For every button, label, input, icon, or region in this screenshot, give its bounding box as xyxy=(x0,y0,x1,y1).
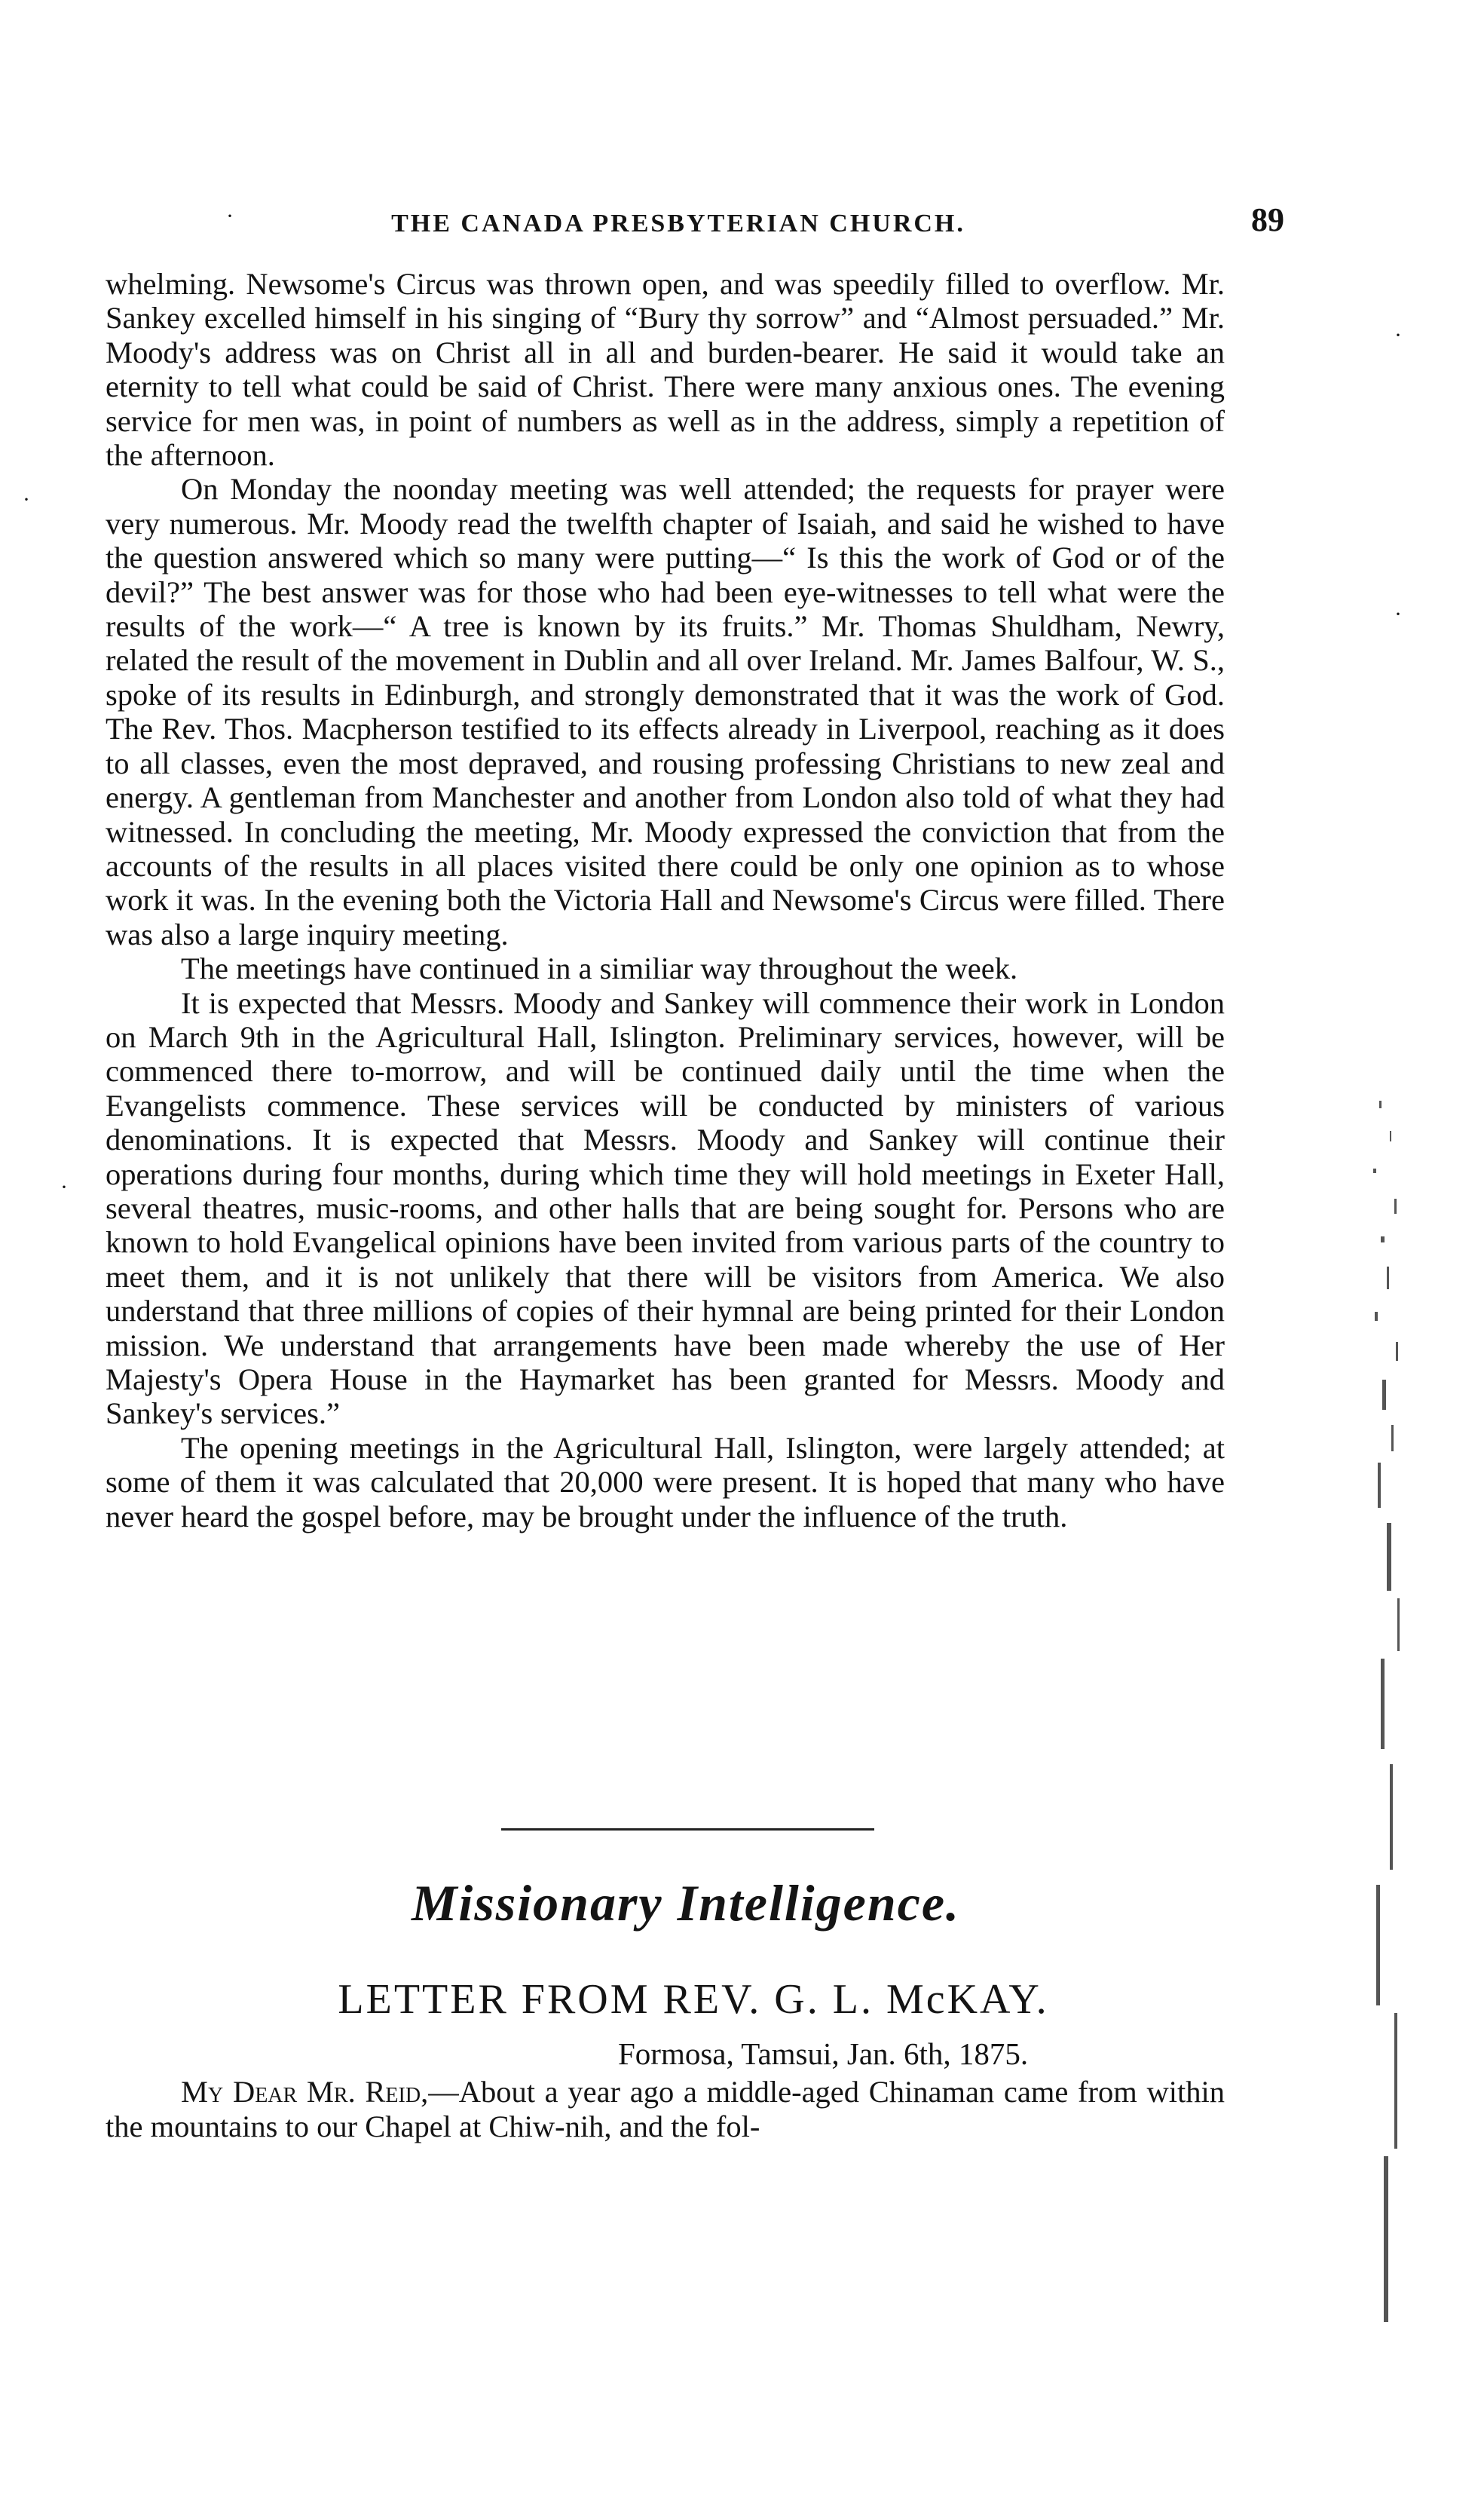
section-heading: Missionary Intelligence. xyxy=(411,1874,961,1932)
section-divider xyxy=(501,1828,874,1831)
running-head: THE CANADA PRESBYTERIAN CHURCH. xyxy=(391,210,965,237)
paragraph: The meetings have continued in a similiar way throughout the week. xyxy=(181,951,1018,986)
paragraph: The opening meetings in the Agricultural Hall, Islington, were largely attended; at some of them it was calculated that 20,000 were present. It is hoped that many who have never heard the gospel before, may be brought under the influence of the truth. xyxy=(106,1430,1225,1533)
letter-opening xyxy=(106,2075,1225,2144)
letter-dateline: Formosa, Tamsui, Jan. 6th, 1875. xyxy=(618,2036,1029,2071)
letter-body xyxy=(106,2075,1225,2144)
speck-mark: · xyxy=(60,1175,68,1199)
paragraph: On Monday the noonday meeting was well attended; the requests for prayer were very numerous. Mr. Moody read the twelfth chapter of Isaiah, and said he wished to have the question answered which so many were putting—“ Is this the work of God or of the devil?” The best answer was for those who had been eye-witnesses to tell what were the results of the work—“ A tree is known by its fruits.” Mr. Thomas Shuldham, Newry, related the result of the movement in Dublin and all over Ireland. Mr. James Balfour, W. S., spoke of its results in Edinburgh, and strongly demonstrated that it was the work of God. The Rev. Thos. Macpherson testified to its effects already in Liverpool, reaching as it does to all classes, even the most depraved, and rousing professing Christians to new zeal and energy. A gentleman from Manchester and another from London also told of what they had witnessed. In concluding the meeting, Mr. Moody expressed the conviction that from the accounts of the results in all places visited there could be only one opinion as to whose work it was. In the evening both the Victoria Hall and Newsome's Circus were filled. There was also a large inquiry meeting. xyxy=(106,472,1225,951)
letter-text: —About a year ago a middle-aged Chinaman came from within the mountains to our Chapel at Chiw-nih, and the fol- xyxy=(106,2075,1225,2143)
speck-mark: · xyxy=(226,204,234,228)
speck-mark: · xyxy=(23,487,30,512)
speck-mark: · xyxy=(1394,323,1402,348)
binding-edge-texture xyxy=(1364,1101,1424,2337)
letter-title: LETTER FROM REV. G. L. McKAY. xyxy=(338,1976,1049,2023)
letter-salutation: My Dear Mr. Reid, xyxy=(181,2075,429,2109)
paragraph: whelming. Newsome's Circus was thrown open, and was speedily filled to overflow. Mr. Sankey excelled himself in his singing of “Bury thy sorrow” and “Almost persuaded.” Mr. Moody's address was on Christ all in all and burden-bearer. He said it would take an eternity to tell what could be said of Christ. There were many anxious ones. The evening service for men was, in point of numbers as well as in the address, simply a repetition of the afternoon. xyxy=(106,267,1225,473)
article-continuation xyxy=(106,267,1225,1533)
paragraph: It is expected that Messrs. Moody and Sankey will commence their work in London on March 9th in the Agricultural Hall, Islington. Preliminary services, however, will be commenced there to-morrow, and will be continued daily until the time when the Evangelists commence. These services will be conducted by ministers of various denominations. It is expected that Messrs. Moody and Sankey will continue their operations during four months, during which time they will hold meetings in Exeter Hall, several theatres, music-rooms, and other halls that are being sought for. Persons who are known to hold Evangelical opinions have been invited from various parts of the country to meet them, and it is not unlikely that there will be visitors from America. We also understand that three millions of copies of their hymnal are being printed for their London mission. We understand that arrangements have been made whereby the use of Her Majesty's Opera House in the Haymarket has been granted for Messrs. Moody and Sankey's services.” xyxy=(106,985,1225,1431)
speck-mark: · xyxy=(1394,602,1402,627)
page-number: 89 xyxy=(1251,201,1284,238)
